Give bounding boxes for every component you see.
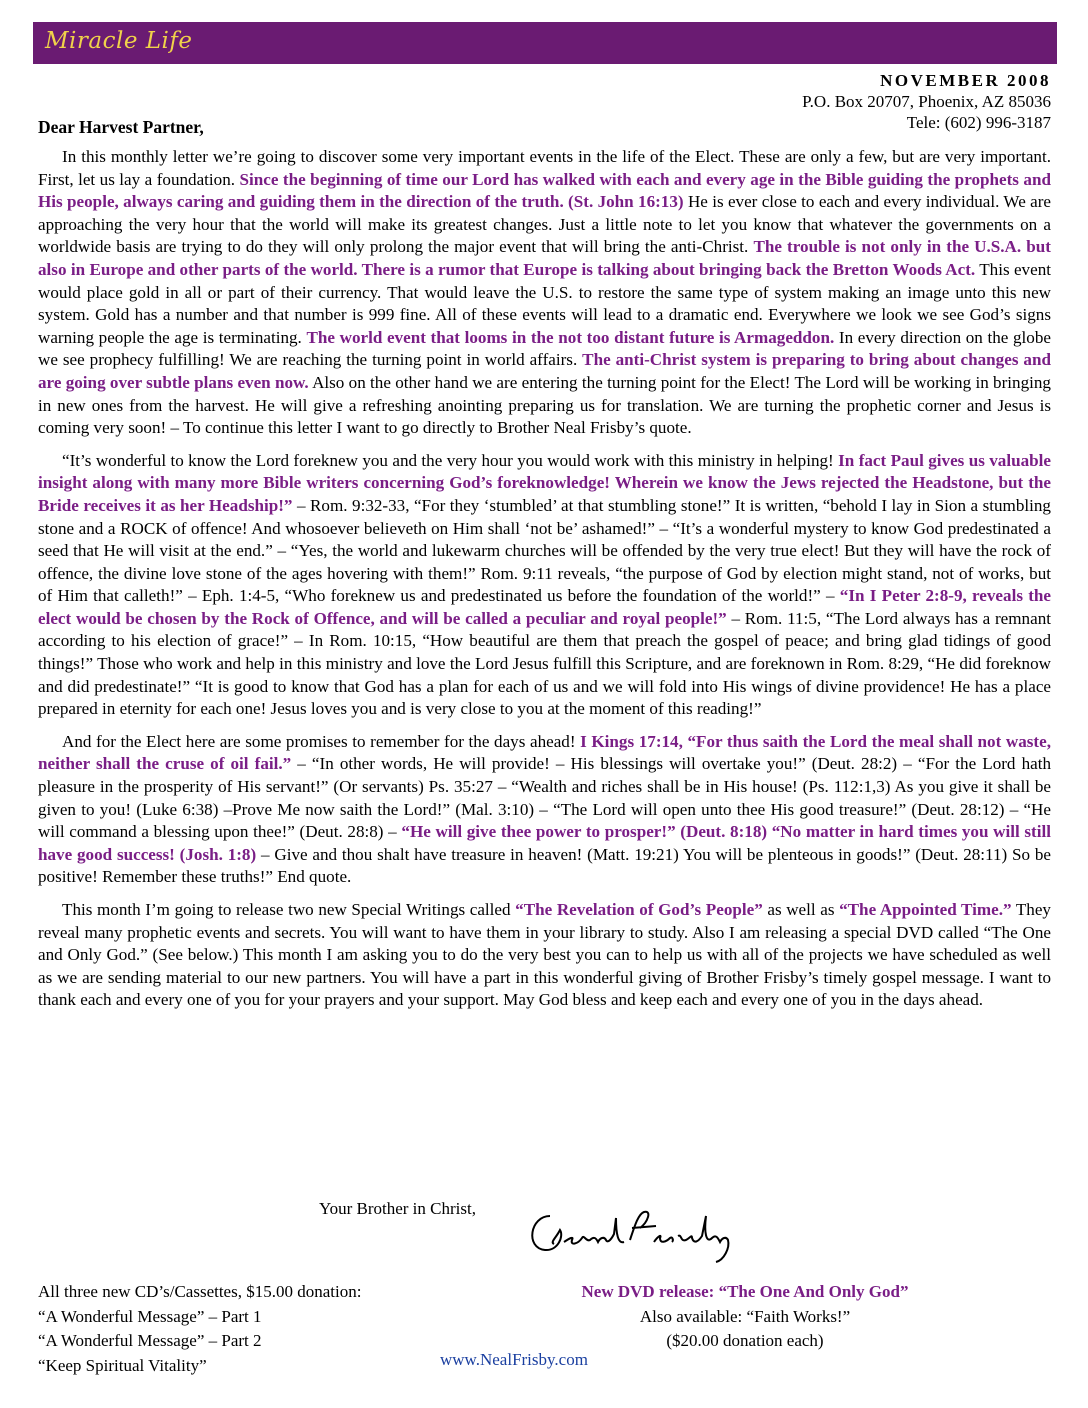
highlight-run: I Kings 17:14, “For thus saith the Lord the meal shall not waste, neither shall the cruse of oil fail.”	[38, 731, 1051, 774]
paragraph-1	[38, 146, 1051, 440]
salutation: Dear Harvest Partner,	[38, 117, 204, 137]
paragraph-2	[38, 450, 1051, 721]
cd-item: “A Wonderful Message” – Part 1	[38, 1306, 262, 1326]
letter-header	[802, 70, 1051, 133]
highlight-run: “The Appointed Time.”	[839, 900, 1012, 919]
text-run: – “In other words, He will provide! – His blessings will overtake you!” (Deut. 28:2) – “For the Lord hath pleasure in the prosperity of His servant!” (Or servants) Ps. 35:27 – “Wealth and riches shall be in His house! (Ps. 112:1,3) As you give it shall be given to you! (Luke 6:38) –Prove Me now saith the Lord!” (Mal. 3:10) – “The Lord will open unto thee His good treasure!” (Deut. 28:12) – “He will command a blessing upon thee!” (Deut. 28:8) –	[38, 754, 1051, 842]
highlight-run: “He will give thee power to prosper!” (Deut. 8:18) “No matter in hard times you will still have good success! (Josh. 1:8)	[38, 822, 1052, 864]
mailing-address: P.O. Box 20707, Phoenix, AZ 85036	[802, 92, 1051, 111]
website-link[interactable]: www.NealFrisby.com	[440, 1350, 588, 1369]
banner-title: Miracle Life	[45, 28, 193, 54]
text-run: In this monthly letter we’re going to discover some very important events in the life of the Elect. These are only a few, but are very important. First, let us lay a foundation.	[38, 147, 1051, 189]
highlight-run: The trouble is not only in the U.S.A. but also in Europe and other parts of the world. There is a rumor that Europe is talking about bringing back the Bretton Woods Act.	[38, 237, 1051, 279]
cd-offer-title: All three new CD’s/Cassettes, $15.00 donation:	[38, 1282, 362, 1301]
text-run: This event would place gold in all or part of their currency. That would leave the U.S. to restore the same type of system making an image unto this new system. Gold has a number and that number is 999 fine. All of these events will lead to a dramatic end. Everywhere we look we see God’s signs warning people the age is terminating.	[38, 259, 1051, 347]
text-run: They reveal many prophetic events and secrets. You will want to have them in your library to study. Also I am releasing a special DVD called “The One and Only God.” (See below.) This month I am asking you to do the very best you can to help us with all of the projects we have scheduled as well as we are sending material to our new partners. You will have a part in this wonderful giving of Brother Frisby’s timely gospel message. I want to thank each and every one of you for your prayers and your support. May God bless and keep each and every one of you in the days ahead.	[38, 900, 1051, 1010]
text-run: In every direction on the globe we see prophecy fulfilling! We are reaching the turning point in world affairs.	[38, 327, 1051, 370]
text-run: “It’s wonderful to know the Lord foreknew you and the very hour you would work with this ministry in helping!	[62, 450, 839, 470]
banner	[33, 22, 1057, 64]
paragraph-3	[38, 731, 1051, 889]
text-run: He is ever close to each and every individual. We are approaching the very hour that the world will make its greatest changes. Just a little note to let you know that whatever the governments on a worldwide basis are trying to do they will only prolong the major event that will bring the anti-Christ.	[38, 192, 1051, 257]
highlight-run: “In I Peter 2:8-9, reveals the elect would be chosen by the Rock of Offence, and will be called a peculiar and royal people!”	[38, 586, 1052, 628]
highlight-run: “The Revelation of God’s People”	[515, 900, 763, 919]
letter-body	[38, 146, 1051, 1022]
cd-item: “A Wonderful Message” – Part 2	[38, 1331, 262, 1350]
dvd-also-available: Also available: “Faith Works!”	[639, 1306, 851, 1326]
closing: Your Brother in Christ,	[319, 1199, 476, 1218]
highlight-run: Since the beginning of time our Lord has walked with each and every age in the Bible guiding the prophets and His people, always caring and guiding them in the direction of the truth. (St. John 16:13)	[38, 169, 1051, 212]
text-run: – Rom. 9:32-33, “For they ‘stumbled’ at that stumbling stone!” It is written, “behold I lay in Sion a stumbling stone and a ROCK of offence! And whosoever believeth on Him shall ‘not be’ ashamed!” – “It’s a wonderful mystery to know God predestinated a seed that He will visit at the end.” – “Yes, the world and lukewarm churches will be offended by the very true elect! But they will have the rock of offence, the divine love stone of the ages hovering with them!” Rom. 9:11 reveals, “the purpose of God by election might stand, not of works, but of Him that calleth!” – Eph. 1:4-5, “Who foreknew us and predestinated us before the foundation of the world!” –	[38, 495, 1051, 606]
text-run: – Give and thou shalt have treasure in heaven! (Matt. 19:21) You will be plenteous in goods!” (Deut. 28:11) So be positive! Remember these truths!” End quote.	[38, 844, 1052, 887]
paragraph-4	[38, 899, 1051, 1012]
letter-date: NOVEMBER 2008	[880, 71, 1051, 90]
highlight-run: The world event that looms in the not too distant future is Armageddon.	[306, 327, 835, 347]
dvd-title: New DVD release: “The One And Only God”	[581, 1282, 909, 1301]
cd-offer	[38, 1280, 361, 1378]
text-run: as well as	[762, 900, 840, 919]
dvd-offer	[520, 1280, 970, 1354]
phone-number: Tele: (602) 996-3187	[906, 113, 1051, 132]
cd-item: “Keep Spiritual Vitality”	[38, 1355, 207, 1375]
text-run: This month I’m going to release two new Special Writings called	[62, 900, 516, 919]
signature-drawing	[520, 1198, 750, 1268]
dvd-price: ($20.00 donation each)	[666, 1331, 824, 1350]
signature	[520, 1198, 750, 1273]
text-run: Also on the other hand we are entering the turning point for the Elect! The Lord will be working in bringing in new ones from the harvest. He will give a refreshing anointing preparing us for translation. We are turning the prophetic corner and Jesus is coming very soon! – To continue this letter I want to go directly to Brother Neal Frisby’s quote.	[38, 372, 1051, 438]
highlight-run: In fact Paul gives us valuable insight along with many more Bible writers concerning God’s foreknowledge! Wherein we know the Jews rejected the Headstone, but the Bride receives it as her Headship!”	[38, 450, 1051, 515]
text-run: And for the Elect here are some promises to remember for the days ahead!	[62, 731, 581, 751]
text-run: – Rom. 11:5, “The Lord always has a remnant according to his election of grace!” – In Rom. 10:15, “How beautiful are them that preach the gospel of peace; and bring glad tidings of good things!” Those who work and help in this ministry and love the Lord Jesus fulfill this Scripture, and are foreknown in Rom. 8:29, “He did foreknow and did predestinate!” “It is good to know that God has a plan for each of us and we will fold into His wings of divine providence! He has a place prepared in eternity for each one! Jesus loves you and is very close to you at the moment of this reading!”	[38, 608, 1051, 719]
highlight-run: The anti-Christ system is preparing to bring about changes and are going over subtle plans even now.	[38, 350, 1051, 392]
